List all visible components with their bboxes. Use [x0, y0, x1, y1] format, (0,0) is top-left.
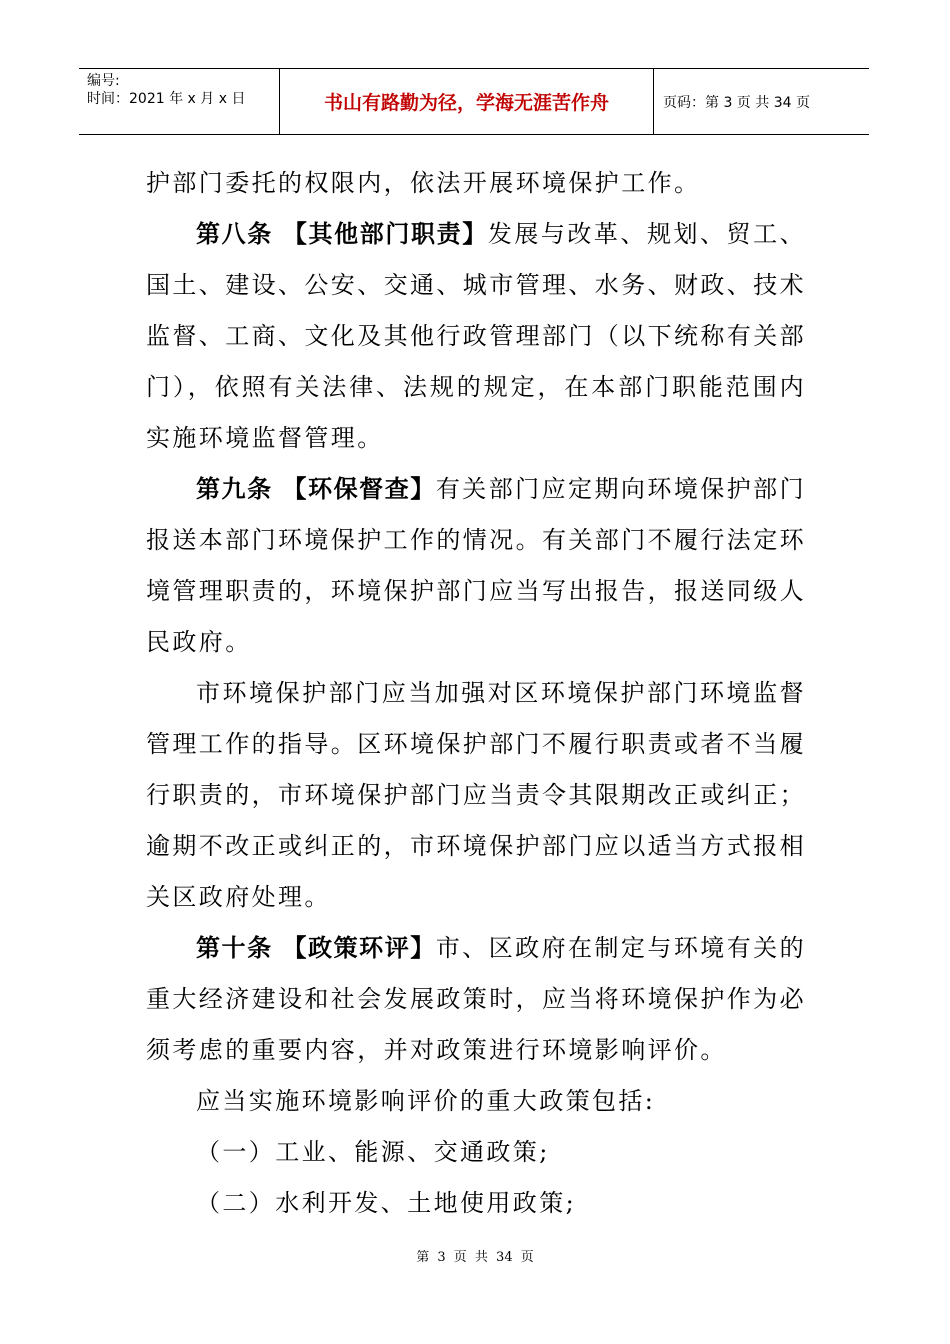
paragraph-text: 有关部门应定期向环境保护部门报送本部门环境保护工作的情况。有关部门不履行法定环境管理职责的，环境保护部门应当写出报告，报送同级人民政府。 [146, 475, 806, 656]
article-10 [146, 923, 806, 1076]
list-item-2 [146, 1178, 806, 1229]
paragraph-text: 市环境保护部门应当加强对区环境保护部门环境监督管理工作的指导。区环境保护部门不履行职责或者不当履行职责的，市环境保护部门应当责令其限期改正或纠正；逾期不改正或纠正的，市环境保护部门应以适当方式报相关区政府处理。 [146, 679, 806, 911]
article-10-paragraph-2 [146, 1076, 806, 1127]
article-9-paragraph-2 [146, 668, 806, 923]
paragraph-continuation [146, 158, 806, 209]
header-page-code: 页码：第 3 页 共 34 页 [663, 94, 810, 111]
paragraph-text: 发展与改革、规划、贸工、国土、建设、公安、交通、城市管理、水务、财政、技术监督、工商、文化及其他行政管理部门（以下统称有关部门），依照有关法律、法规的规定，在本部门职能范围内实施环境监督管理。 [146, 220, 806, 452]
paragraph-text: 市、区政府在制定与环境有关的重大经济建设和社会发展政策时，应当将环境保护作为必须考虑的重要内容，并对政策进行环境影响评价。 [146, 934, 806, 1064]
paragraph-text: （一）工业、能源、交通政策; [196, 1138, 550, 1166]
paragraph-text: （二）水利开发、土地使用政策; [196, 1189, 577, 1217]
document-body [146, 158, 806, 1229]
header-motto: 书山有路勤为径，学海无涯苦作舟 [280, 69, 654, 134]
list-item-1 [146, 1127, 806, 1178]
article-heading: 第十条 【政策环评】 [196, 934, 436, 962]
page-footer: 第 3 页 共 34 页 [416, 1250, 534, 1265]
article-9 [146, 464, 806, 668]
document-number-label: 编号: [87, 73, 120, 89]
article-heading: 第九条 【环保督查】 [196, 475, 436, 503]
article-8 [146, 209, 806, 464]
document-date: 时间：2021 年 x 月 x 日 [87, 91, 246, 107]
article-heading: 第八条 【其他部门职责】 [196, 220, 488, 248]
page-header [79, 68, 869, 135]
paragraph-text: 护部门委托的权限内，依法开展环境保护工作。 [146, 169, 701, 197]
header-meta [79, 69, 280, 134]
paragraph-text: 应当实施环境影响评价的重大政策包括: [196, 1087, 656, 1115]
